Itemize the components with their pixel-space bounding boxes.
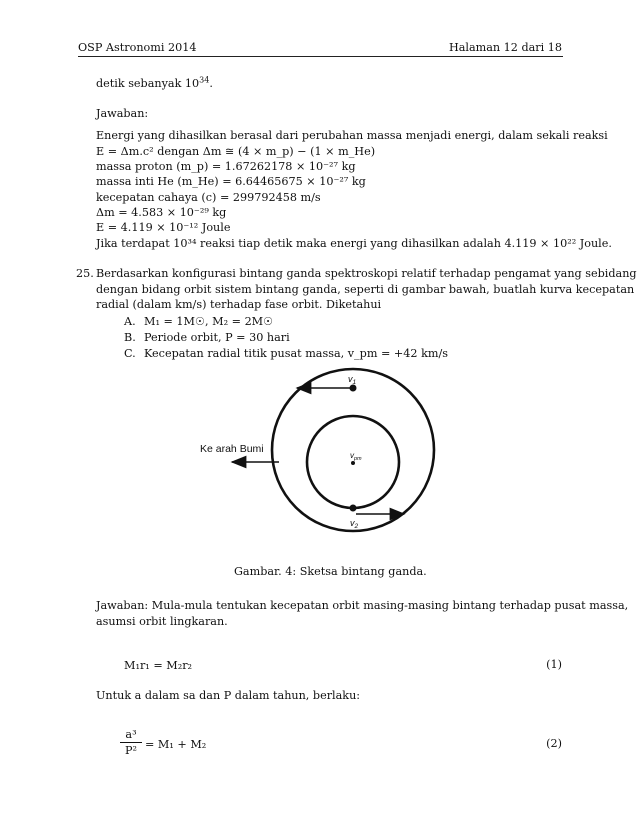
- prev-line-0: Energi yang dihasilkan berasal dari perubahan massa menjadi energi, dalam sekali reaksi: [96, 129, 608, 142]
- prev-line-3: massa inti He (m_He) = 6.64465675 × 10⁻²⁷ kg: [96, 175, 366, 188]
- prev-line-2: massa proton (m_p) = 1.67262178 × 10⁻²⁷ kg: [96, 160, 356, 173]
- q25-item-c-label: C.: [124, 347, 136, 360]
- header-right: Halaman 12 dari 18: [448, 41, 562, 54]
- q25-line-2: radial (dalam km/s) terhadap fase orbit. Diketahui: [96, 298, 382, 311]
- q25-item-c-text: Kecepatan radial titik pusat massa, v_pm = +42 km/s: [144, 347, 448, 360]
- q25-line-0: Berdasarkan konfigurasi bintang ganda spektroskopi relatif terhadap pengamat yang sebidang: [96, 267, 637, 280]
- answer-line-1: asumsi orbit lingkaran.: [96, 615, 228, 628]
- earth-direction-label: Ke arah Bumi: [200, 443, 264, 455]
- q25-item-b-label: B.: [124, 331, 136, 344]
- equation-2-rhs: = M₁ + M₂: [145, 738, 207, 751]
- prev-line-4: kecepatan cahaya (c) = 299792458 m/s: [96, 191, 321, 204]
- equation-2-number: (2): [546, 737, 562, 750]
- prev-line-7: Jika terdapat 10³⁴ reaksi tiap detik maka energi yang dihasilkan adalah 4.119 × 10²² Joule.: [96, 237, 612, 250]
- prev-line-6: E = 4.119 × 10⁻¹² Joule: [96, 221, 231, 234]
- vpm-label: $v_{pm}$: [350, 451, 362, 462]
- q25-line-1: dengan bidang orbit sistem bintang ganda, seperti di gambar bawah, buatlah kurva kecepatan: [96, 283, 635, 296]
- q25-item-a-text: M₁ = 1M☉, M₂ = 2M☉: [144, 315, 274, 328]
- equation-2-fraction-bar: [120, 742, 142, 743]
- v1-label: $v_1$: [348, 374, 357, 386]
- q25-number: 25.: [76, 267, 94, 280]
- answer-line-0: Jawaban: Mula-mula tentukan kecepatan orbit masing-masing bintang terhadap pusat massa,: [96, 599, 629, 612]
- prev-line-1: E = Δm.c² dengan Δm ≅ (4 × m_p) − (1 × m_He): [96, 145, 376, 158]
- prev-answer-label: Jawaban:: [96, 107, 149, 120]
- header-left: OSP Astronomi 2014: [78, 41, 197, 54]
- figure-caption: Gambar. 4: Sketsa bintang ganda.: [234, 565, 427, 578]
- prev-intro-text: detik sebanyak 10: [96, 77, 200, 90]
- equation-2-numerator: a³: [125, 728, 137, 741]
- prev-intro-exp: 34: [199, 75, 210, 85]
- star-2: [350, 505, 357, 512]
- equation-2-fraction: [120, 728, 142, 757]
- equation-1-number: (1): [546, 658, 562, 671]
- prev-line-5: Δm = 4.583 × 10⁻²⁹ kg: [96, 206, 227, 219]
- q25-item-a-label: A.: [124, 315, 136, 328]
- answer-between-line: Untuk a dalam sa dan P dalam tahun, berlaku:: [96, 689, 361, 702]
- equation-2-denominator: P²: [124, 744, 137, 757]
- equation-1: M₁r₁ = M₂r₂: [124, 659, 193, 672]
- q25-item-b-text: Periode orbit, P = 30 hari: [144, 331, 290, 344]
- v2-label: $v_2$: [350, 518, 359, 530]
- prev-intro-end: .: [209, 77, 213, 90]
